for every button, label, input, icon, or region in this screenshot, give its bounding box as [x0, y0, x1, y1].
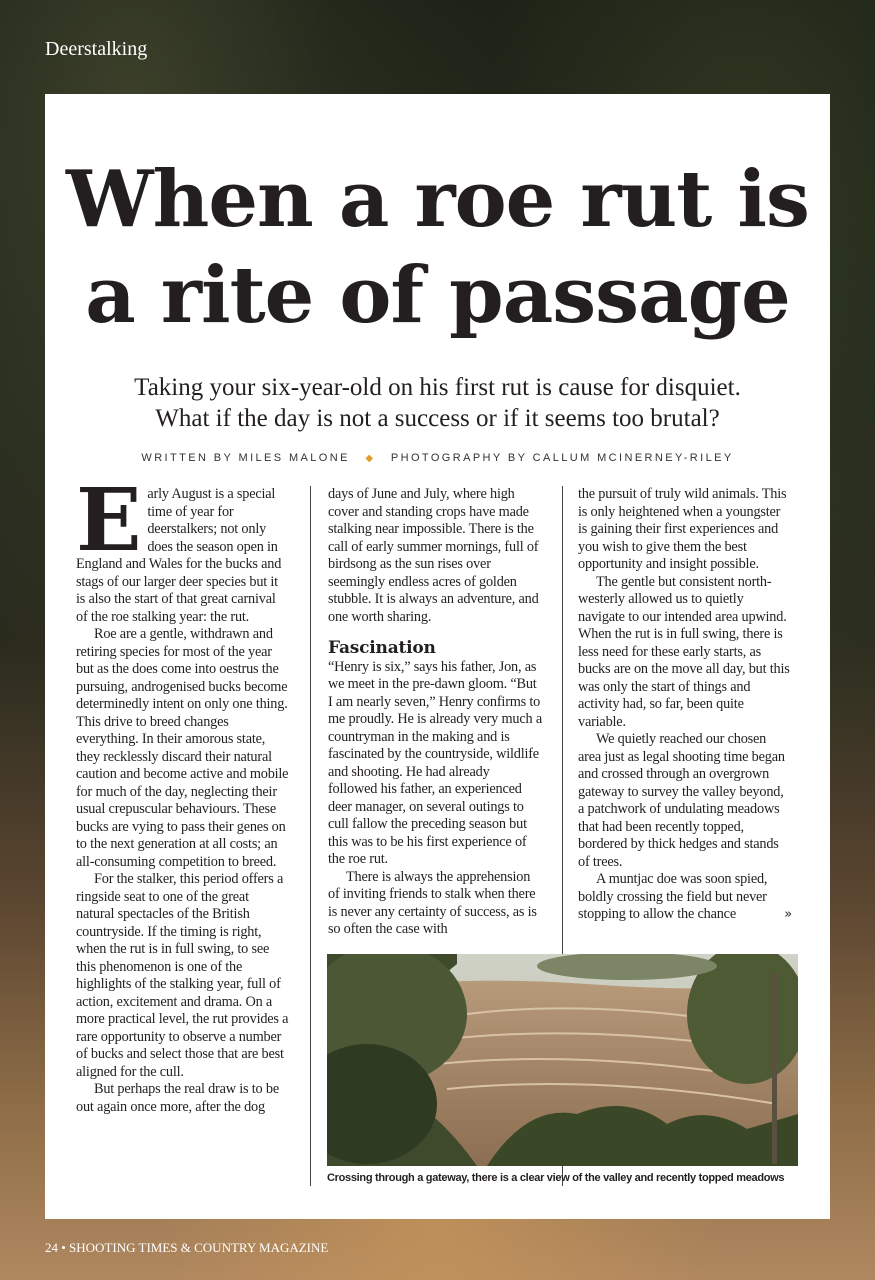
article-photo: [327, 954, 798, 1166]
paragraph: [578, 871, 792, 924]
byline-writer: WRITTEN BY MILES MALONE: [141, 452, 350, 464]
paragraph: Roe are a gentle, withdrawn and retiring species for most of the year but as the does come into oestrus the pursuing, androgenised bucks become determinedly intent on only one thing. This drive to breed changes everything. In their amorous state, they recklessly discard their natural caution and become active and mobile for much of the day, neglecting their usual crepuscular behaviours. These bucks are vying to pass their genes on to the next generation at all costs; an all-consuming competition to breed.: [76, 626, 289, 870]
paragraph: days of June and July, where high cover and standing crops have made stalking near impossible. There is the call of early summer mornings, full of birdsong as the sun rises over seemingly endless acres of golden stubble. It is always an adventure, and one worth sharing.: [328, 486, 539, 625]
article-headline: [45, 152, 830, 344]
standfirst: [65, 372, 810, 434]
headline-line-1: When a roe rut is: [66, 154, 809, 245]
paragraph: For the stalker, this period offers a ringside seat to one of the great natural spectacles of the British countryside. If the timing is right, when the rut is in full swing, to see this phenomenon is one of the highlights of the stalking year, full of action, excitement and drama. On a more practical level, the rut provides a rare opportunity to observe a number of bucks and select those that are best aligned for the cull.: [76, 871, 289, 1080]
paragraph-text: A muntjac doe was soon spied, boldly crossing the field but never stopping to allow the chance: [578, 871, 768, 922]
byline: [45, 452, 830, 464]
page-footer: 24 • SHOOTING TIMES & COUNTRY MAGAZINE: [45, 1240, 329, 1255]
headline-line-2: a rite of passage: [85, 250, 790, 341]
photo-caption: Crossing through a gateway, there is a clear view of the valley and recently topped meadows: [327, 1172, 785, 1184]
paragraph: arly August is a special time of year for deerstalkers; not only does the season open in England and Wales for the bucks and stags of our larger deer species but it is also the start of that great carnival of the roe stalking year: the rut.: [76, 486, 282, 625]
article-column-1: [76, 470, 290, 1116]
article-panel: [45, 94, 830, 1219]
drop-cap: E: [76, 470, 142, 571]
article-column-2: [328, 486, 542, 939]
paragraph: But perhaps the real draw is to be out again once more, after the dog: [76, 1081, 279, 1115]
continue-arrow-icon: »: [784, 907, 792, 922]
section-label: Deerstalking: [45, 38, 148, 60]
subheading: Fascination: [328, 638, 436, 658]
paragraph: There is always the apprehension of inviting friends to stalk when there is never any certainty of success, as is so often the case with: [328, 868, 537, 937]
byline-photographer: PHOTOGRAPHY BY CALLUM MCINERNEY-RILEY: [390, 452, 734, 464]
valley-meadow-image: [327, 954, 798, 1166]
diamond-separator-icon: ◆: [365, 453, 376, 464]
article-column-3: [578, 486, 792, 924]
standfirst-line-1: Taking your six-year-old on his first rut is cause for disquiet.: [134, 374, 741, 401]
paragraph: We quietly reached our chosen area just as legal shooting time began and crossed through an overgrown gateway to survey the valley beyond, a patchwork of undulating meadows that had been recently topped, bordered by thick hedges and stands of trees.: [578, 731, 785, 870]
paragraph: “Henry is six,” says his father, Jon, as we meet in the pre-dawn gloom. “But I am nearly seven,” Henry confirms to me proudly. He is already very much a countryman in the making and is fascinated by the countryside, wildlife and shooting. He had already followed his father, an experienced deer manager, on several outings to cull fallow the preceding season but this was to be his first experience of the roe rut.: [328, 658, 542, 867]
paragraph: the pursuit of truly wild animals. This is only heightened when a youngster is gaining their first experiences and you wish to give them the best opportunity and insight possible.: [578, 486, 787, 572]
standfirst-line-2: What if the day is not a success or if it seems too brutal?: [155, 405, 720, 432]
column-divider: [310, 486, 311, 1186]
paragraph: The gentle but consistent north-westerly allowed us to quietly navigate to our intended area upwind. When the rut is in full swing, there is less need for these early starts, as bucks are on the move all day, but this was only the start of things and activity had, so far, been quite variable.: [578, 573, 790, 730]
